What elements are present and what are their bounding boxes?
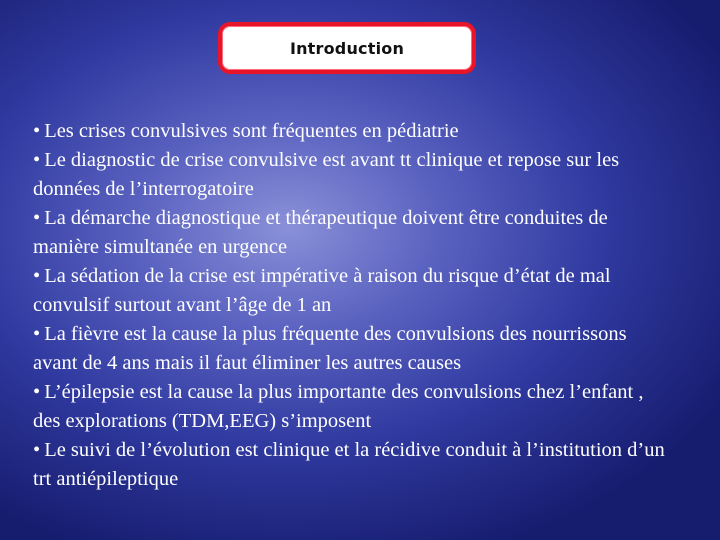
bullet-text: La démarche diagnostique et thérapeutique doivent être conduites de manière simultanée en urgence [33,207,608,258]
bullet-marker: • [33,149,41,171]
bullet-marker: • [33,265,41,287]
bullet-text: L’épilepsie est la cause la plus importante des convulsions chez l’enfant , des explorations (TDM,EEG) s’imposent [33,381,644,432]
bullet-item [33,262,673,320]
bullet-item [33,204,673,262]
bullet-marker: • [33,120,41,142]
bullet-item [33,320,673,378]
bullet-marker: • [33,323,41,345]
bullet-list [33,117,673,494]
bullet-text: La sédation de la crise est impérative à raison du risque d’état de mal convulsif surtout avant l’âge de 1 an [33,265,611,316]
title-box [218,22,476,74]
bullet-marker: • [33,381,41,403]
bullet-text: Les crises convulsives sont fréquentes en pédiatrie [44,120,459,142]
bullet-item [33,146,673,204]
slide-title: Introduction [289,38,405,58]
bullet-marker: • [33,207,41,229]
bullet-text: Le diagnostic de crise convulsive est avant tt clinique et repose sur les données de l’interrogatoire [33,149,620,200]
bullet-marker: • [33,439,41,461]
bullet-text: Le suivi de l’évolution est clinique et la récidive conduit à l’institution d’un trt antiépileptique [33,439,665,490]
bullet-item [33,436,673,494]
bullet-item [33,378,673,436]
bullet-item [33,117,673,146]
bullet-text: La fièvre est la cause la plus fréquente des convulsions des nourrissons avant de 4 ans mais il faut éliminer les autres causes [33,323,627,374]
